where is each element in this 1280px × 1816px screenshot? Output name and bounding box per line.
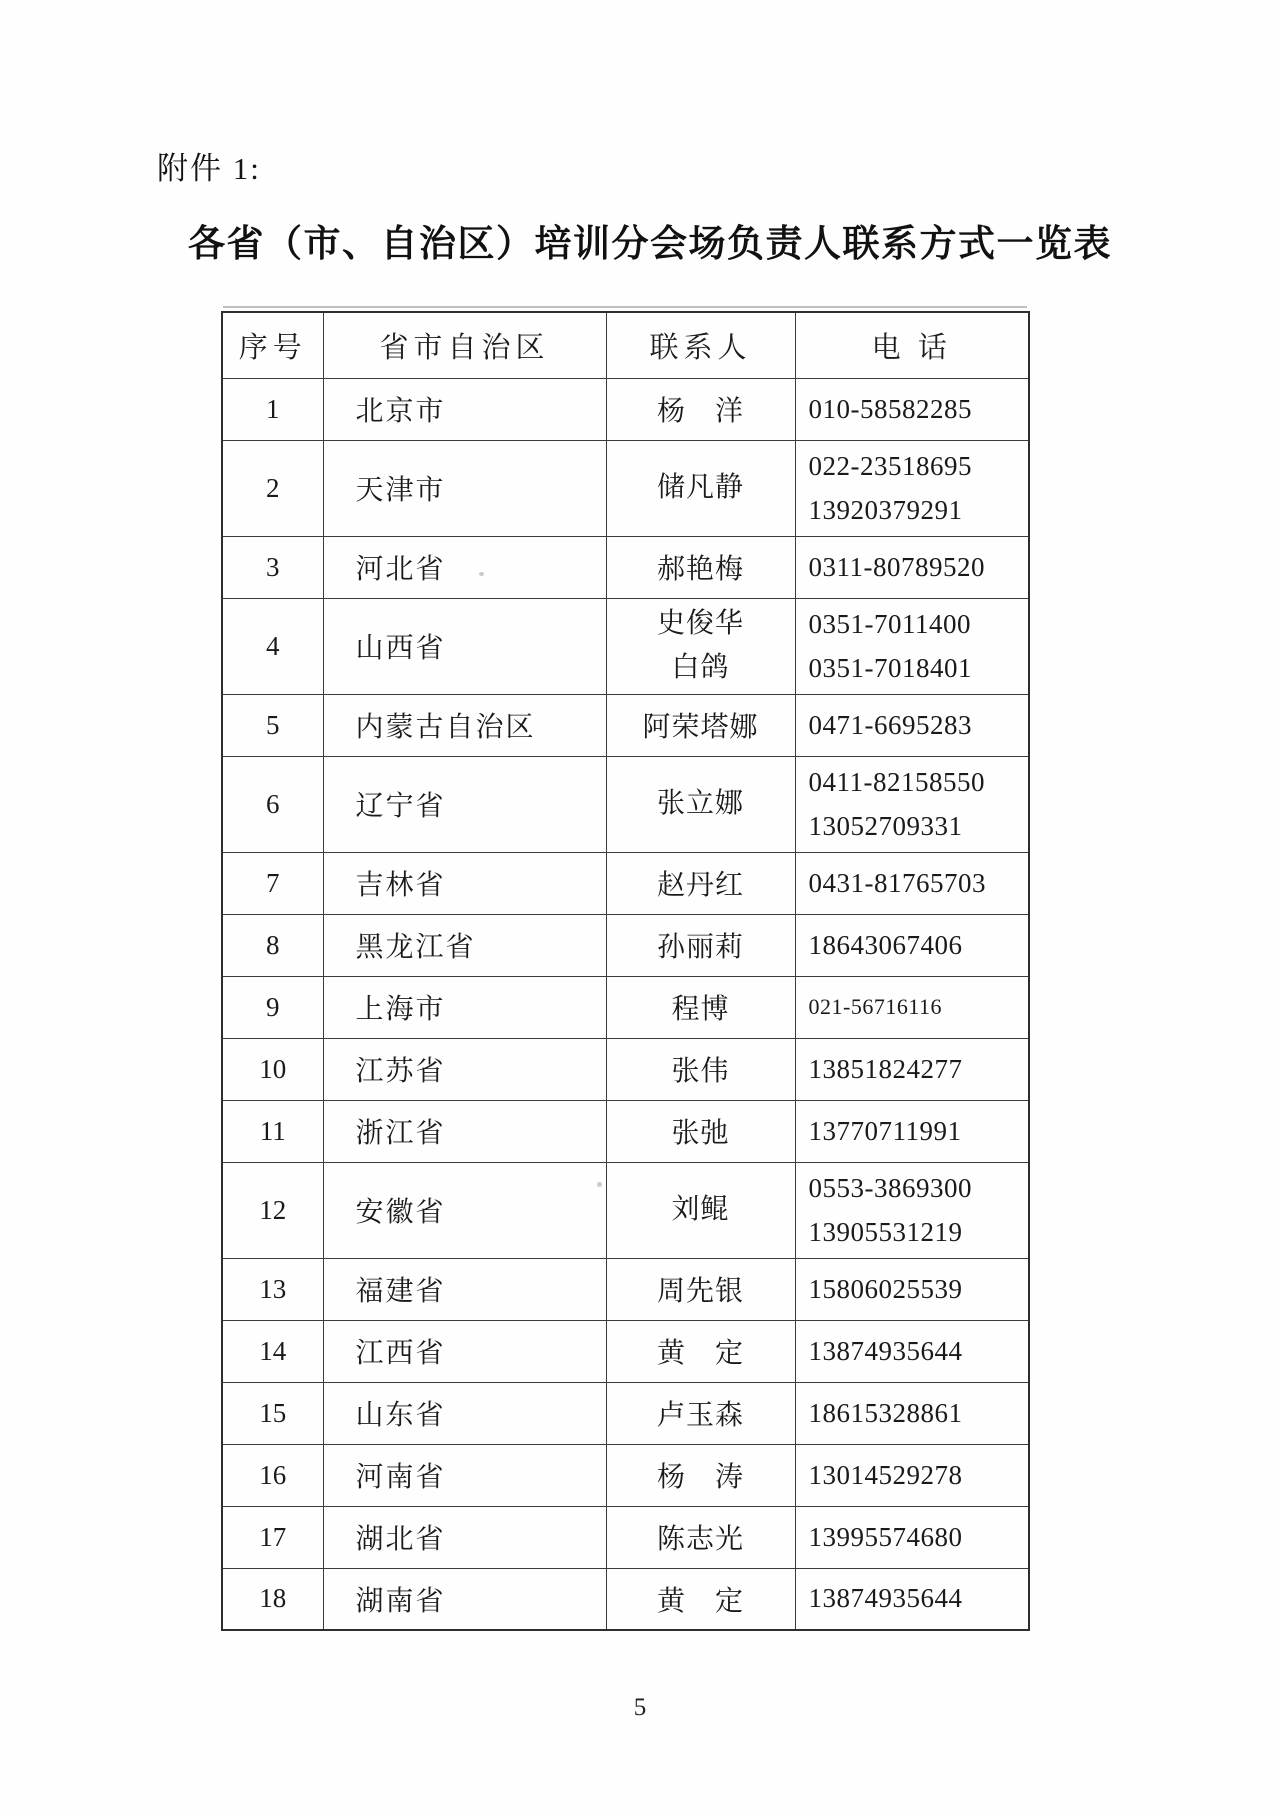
cell-contact [606, 378, 795, 440]
table-row [222, 1444, 1029, 1506]
table-row [222, 1382, 1029, 1444]
table-header [222, 312, 1029, 378]
cell-index: 6 [222, 756, 323, 852]
cell-phone [795, 756, 1029, 852]
cell-index: 3 [222, 536, 323, 598]
cell-contact [606, 914, 795, 976]
cell-phone [795, 1100, 1029, 1162]
contact-line: 杨 洋 [656, 396, 744, 427]
contact-line: 史俊华 [656, 608, 744, 639]
cell-contact [606, 536, 795, 598]
contact-line: 赵丹红 [656, 870, 744, 901]
phone-line: 13014529278 [808, 1459, 963, 1490]
cell-province: 福建省 [323, 1258, 606, 1320]
cell-province: 天津市 [323, 440, 606, 536]
phone-line: 18643067406 [808, 929, 963, 960]
table-row [222, 1320, 1029, 1382]
cell-phone [795, 914, 1029, 976]
phone-line: 0351-7011400 [808, 609, 971, 639]
cell-contact [606, 756, 795, 852]
cell-phone [795, 976, 1029, 1038]
table-row [222, 440, 1029, 536]
contact-line: 储凡静 [656, 472, 744, 503]
table-row [222, 1162, 1029, 1258]
header-row [222, 312, 1029, 378]
cell-province: 黑龙江省 [323, 914, 606, 976]
attachment-label: 附件 1: [157, 151, 261, 186]
page-number: 5 [633, 1694, 647, 1721]
cell-index: 13 [222, 1258, 323, 1320]
cell-province: 内蒙古自治区 [323, 694, 606, 756]
cell-phone [795, 1382, 1029, 1444]
cell-contact [606, 976, 795, 1038]
col-header-phone: 电 话 [795, 312, 1029, 378]
table-row [222, 1100, 1029, 1162]
cell-index: 14 [222, 1320, 323, 1382]
scan-speckle [597, 1182, 602, 1187]
col-header-province: 省市自治区 [323, 312, 606, 378]
cell-index: 5 [222, 694, 323, 756]
contact-line: 张弛 [671, 1118, 730, 1149]
contact-line: 孙丽莉 [656, 932, 744, 963]
cell-phone [795, 1162, 1029, 1258]
cell-province: 山东省 [323, 1382, 606, 1444]
contact-line: 郝艳梅 [656, 554, 744, 585]
cell-index: 1 [222, 378, 323, 440]
contacts-table [221, 311, 1030, 1631]
phone-line: 0471-6695283 [808, 709, 972, 740]
cell-contact [606, 1382, 795, 1444]
cell-index: 17 [222, 1506, 323, 1568]
phone-line: 13052709331 [808, 811, 963, 841]
contact-line: 杨 涛 [656, 1462, 744, 1493]
cell-province: 江西省 [323, 1320, 606, 1382]
cell-phone [795, 440, 1029, 536]
cell-phone [795, 1038, 1029, 1100]
cell-province: 湖南省 [323, 1568, 606, 1630]
cell-contact [606, 1320, 795, 1382]
phone-line: 13770711991 [808, 1115, 962, 1146]
table-row [222, 1568, 1029, 1630]
contact-line: 黄 定 [656, 1585, 744, 1617]
cell-province: 安徽省 [323, 1162, 606, 1258]
cell-contact [606, 694, 795, 756]
cell-province: 辽宁省 [323, 756, 606, 852]
cell-phone [795, 536, 1029, 598]
contact-line: 张伟 [671, 1056, 730, 1087]
contact-line: 张立娜 [656, 788, 744, 819]
phone-line: 0311-80789520 [808, 551, 985, 582]
table-row [222, 694, 1029, 756]
scan-artifact-line [223, 306, 1027, 308]
contact-line: 卢玉森 [656, 1400, 744, 1431]
cell-phone [795, 1320, 1029, 1382]
cell-province: 北京市 [323, 378, 606, 440]
contact-line: 程博 [671, 994, 730, 1025]
table-body [222, 378, 1029, 1630]
cell-province: 浙江省 [323, 1100, 606, 1162]
cell-province: 上海市 [323, 976, 606, 1038]
cell-contact [606, 1162, 795, 1258]
cell-index: 7 [222, 852, 323, 914]
phone-line: 0553-3869300 [808, 1173, 972, 1203]
cell-index: 11 [222, 1100, 323, 1162]
table-row [222, 378, 1029, 440]
phone-line: 022-23518695 [808, 451, 972, 481]
cell-province: 山西省 [323, 598, 606, 694]
phone-line: 0351-7018401 [808, 653, 972, 683]
contact-line: 刘鲲 [671, 1194, 730, 1225]
cell-index: 9 [222, 976, 323, 1038]
cell-contact [606, 598, 795, 694]
page-title: 各省（市、自治区）培训分会场负责人联系方式一览表 [188, 223, 1112, 264]
phone-line: 021-56716116 [808, 994, 943, 1019]
cell-phone [795, 694, 1029, 756]
table-row [222, 756, 1029, 852]
cell-index: 16 [222, 1444, 323, 1506]
cell-phone [795, 852, 1029, 914]
table-row [222, 1506, 1029, 1568]
cell-index: 8 [222, 914, 323, 976]
phone-line: 13851824277 [808, 1053, 963, 1084]
phone-line: 13920379291 [808, 495, 963, 525]
table-row [222, 598, 1029, 694]
scan-speckle [479, 572, 484, 576]
table-row [222, 914, 1029, 976]
cell-phone [795, 378, 1029, 440]
table-row [222, 1038, 1029, 1100]
phone-line: 0431-81765703 [808, 867, 986, 898]
cell-index: 18 [222, 1568, 323, 1630]
phone-line: 010-58582285 [808, 393, 972, 424]
cell-phone [795, 598, 1029, 694]
cell-province: 河南省 [323, 1444, 606, 1506]
cell-province: 湖北省 [323, 1506, 606, 1568]
phone-line: 13905531219 [808, 1217, 963, 1247]
contact-line: 陈志光 [656, 1524, 744, 1555]
cell-province: 江苏省 [323, 1038, 606, 1100]
table-row [222, 852, 1029, 914]
contact-line: 周先银 [656, 1276, 744, 1307]
phone-line: 13995574680 [808, 1521, 963, 1552]
cell-phone [795, 1444, 1029, 1506]
table-row [222, 976, 1029, 1038]
cell-contact [606, 1444, 795, 1506]
cell-index: 2 [222, 440, 323, 536]
contact-line: 阿荣塔娜 [642, 712, 759, 743]
cell-contact [606, 1506, 795, 1568]
cell-index: 15 [222, 1382, 323, 1444]
cell-phone [795, 1568, 1029, 1630]
table-row [222, 1258, 1029, 1320]
col-header-index: 序号 [222, 312, 323, 378]
cell-contact [606, 1258, 795, 1320]
table-row [222, 536, 1029, 598]
phone-line: 13874935644 [808, 1583, 963, 1614]
cell-contact [606, 1038, 795, 1100]
cell-province: 河北省 [323, 536, 606, 598]
cell-contact [606, 1100, 795, 1162]
phone-line: 0411-82158550 [808, 767, 985, 797]
phone-line: 15806025539 [808, 1273, 963, 1304]
cell-contact [606, 852, 795, 914]
cell-contact [606, 1568, 795, 1630]
contact-line: 白鸽 [671, 652, 730, 683]
col-header-contact: 联系人 [606, 312, 795, 378]
cell-index: 4 [222, 598, 323, 694]
cell-phone [795, 1506, 1029, 1568]
cell-phone [795, 1258, 1029, 1320]
phone-line: 13874935644 [808, 1335, 963, 1366]
cell-index: 10 [222, 1038, 323, 1100]
cell-province: 吉林省 [323, 852, 606, 914]
cell-contact [606, 440, 795, 536]
contact-line: 黄 定 [656, 1338, 744, 1369]
cell-index: 12 [222, 1162, 323, 1258]
phone-line: 18615328861 [808, 1397, 963, 1428]
